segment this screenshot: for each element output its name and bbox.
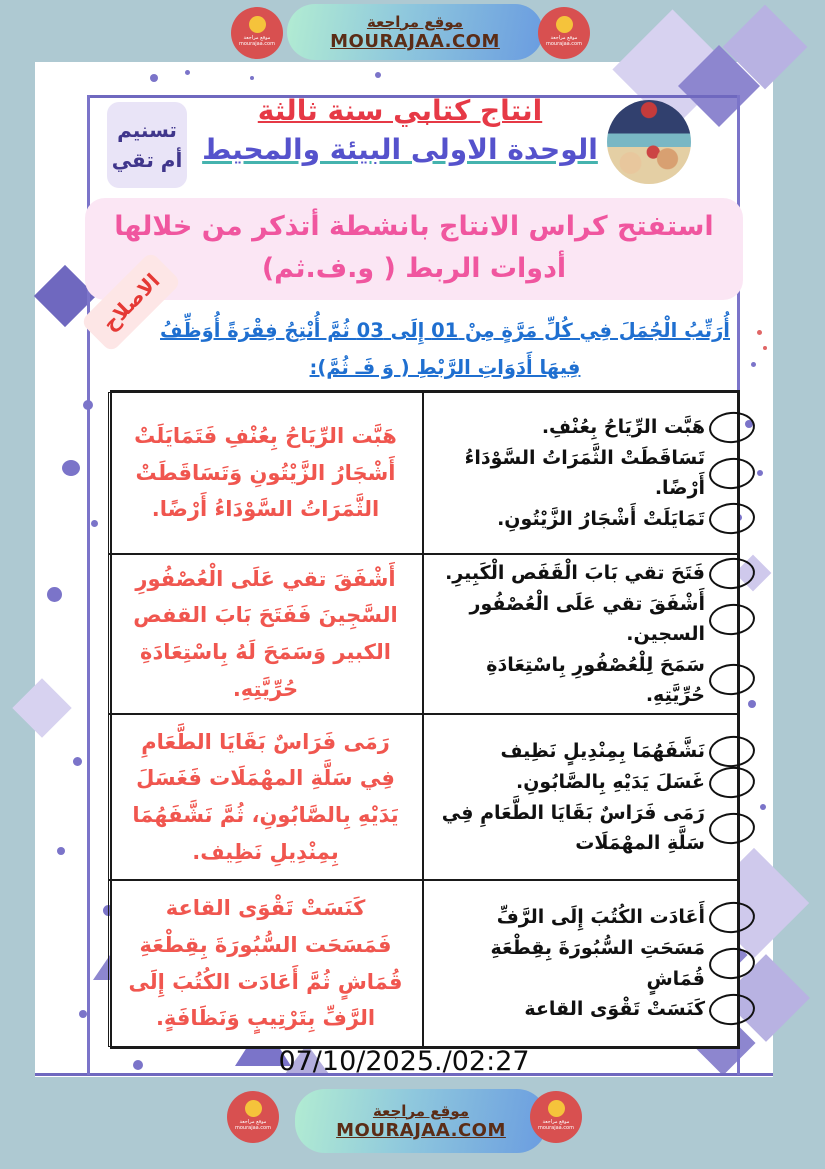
header-titles [185, 94, 615, 166]
sentence-item [430, 933, 735, 994]
worksheet-card [35, 62, 773, 1077]
answer-oval[interactable] [708, 811, 757, 846]
logo-caption: موقع مراجعة mourajaa.com [238, 35, 275, 47]
student-name-line1: تسنيم [117, 118, 177, 142]
sentence-item [430, 767, 735, 798]
book-icon [249, 16, 266, 33]
site-logo-icon [538, 7, 590, 59]
sentence-text: غَسَلَ يَدَيْهِ بِالصَّابُونِ. [515, 770, 705, 793]
sentence-text: أَعَادَت الكُتُبَ إِلَى الرَّفِّ [496, 906, 705, 929]
sentence-text: تَمَايَلَتْ أَشْجَارُ الزَّيْتُونِ. [497, 507, 705, 530]
answer-oval[interactable] [708, 662, 757, 697]
logo-caption: موقع مراجعة mourajaa.com [234, 1119, 271, 1131]
splatter-dot [757, 470, 763, 476]
page-title: انتاج كتابي سنة ثالثة [257, 94, 543, 127]
splatter-dot [757, 330, 762, 335]
splatter-dot [751, 362, 756, 367]
answer-oval[interactable] [708, 765, 757, 800]
splatter-dot [760, 804, 766, 810]
sentence-item [430, 443, 735, 504]
task-banner: استفتح كراس الانتاج بانشطة أتذكر من خلالها أدوات الربط ( و.ف.ثم) [85, 198, 743, 300]
sentences-cell [423, 554, 738, 714]
datetime-stamp: 07/10/2025./02:27 [278, 1046, 530, 1077]
sentence-text: كَنَسَتْ تَقْوَى القاعة [524, 998, 705, 1021]
site-domain-link[interactable]: MOURAJAA.COM [336, 1119, 506, 1141]
splatter-dot [763, 346, 767, 350]
logo-caption: موقع مراجعة mourajaa.com [537, 1119, 574, 1131]
answer-oval[interactable] [708, 734, 757, 769]
sentence-text: مَسَحَتِ السُّبُورَةَ بِقِطْعَةِ قُمَاشٍ [490, 937, 705, 990]
student-name-line2: أم تقي [111, 148, 183, 172]
site-link-pill[interactable] [287, 4, 543, 60]
sentence-text: فَتَحَ تقي بَابَ الْقَفَص الْكَبِيرِ. [445, 562, 705, 585]
top-site-banner [0, 0, 825, 62]
sentence-item [430, 589, 735, 650]
sentence-item [430, 558, 735, 589]
diamond-decoration [12, 678, 71, 737]
sentence-item [430, 798, 735, 859]
site-logo-icon [227, 1091, 279, 1143]
splatter-dot [73, 757, 82, 766]
logo-caption: موقع مراجعة mourajaa.com [545, 35, 582, 47]
site-domain-link[interactable]: MOURAJAA.COM [330, 30, 500, 52]
sentences-cell [423, 880, 738, 1047]
answer-cell: هَبَّت الرِّيَاحُ بِعُنْفِ فَتَمَايَلَتْ أَشْجَارُ الزَّيْتُونِ وَتَسَاقَطَتْ الثَّمَرَاتُ السَّوْدَاءُ أَرْضًا. [108, 392, 423, 554]
channel-avatar [607, 100, 691, 184]
sentence-item [430, 994, 735, 1025]
splatter-dot [62, 460, 80, 476]
book-icon [548, 1100, 565, 1117]
site-logo-icon [530, 1091, 582, 1143]
splatter-dot [250, 76, 254, 80]
page-subtitle: الوحدة الاولى البيئة والمحيط [202, 133, 598, 166]
sentence-item [430, 412, 735, 443]
exercise-table [110, 390, 740, 1049]
book-icon [245, 1100, 262, 1117]
sentences-cell [423, 714, 738, 880]
answer-cell: رَمَى فَرَاسٌ بَقَايَا الطَّعَامِ فِي سَلَّةِ المهْمَلَات فَغَسَلَ يَدَيْهِ بِالصَّابُونِ، ثُمَّ نَشَّفَهُمَا بِمِنْدِيلِ نَظِيف. [108, 714, 423, 880]
answer-oval[interactable] [708, 410, 757, 445]
answer-cell: كَنَسَتْ تَقْوَى القاعة فَمَسَحَت السُّبُورَةَ بِقِطْعَةِ قُمَاشٍ ثُمَّ أَعَادَت الكُتُبَ إِلَى الرَّفِّ بِتَرْتِيبٍ وَنَظَافَةٍ. [108, 880, 423, 1047]
site-logo-icon [231, 7, 283, 59]
sentence-text: سَمَحَ لِلْعُصْفُورِ بِاسْتِعَادَةِ حُرِّيَّتِهِ. [486, 653, 705, 706]
answer-cell: أَشْفَقَ تقي عَلَى الْعُصْفُورِ السَّجِينَ فَفَتَحَ بَابَ القفص الكبير وَسَمَحَ لَهُ بِاسْتِعَادَةِ حُرِّيَّتِهِ. [108, 554, 423, 714]
splatter-dot [150, 74, 158, 82]
sentence-item [430, 650, 735, 711]
exercise-instruction: أُرَتِّبُ الْجُمَلَ فِي كُلِّ مَرَّةٍ مِنْ 01 إِلَى 03 ثُمَّ أُنْتِجُ فِقْرَةً أُوَظِّفُ فِيهَا أَدَوَاتِ الرَّبْطِ ( وَ فَـ ثُمَّ): [160, 319, 730, 380]
site-link-pill[interactable] [295, 1089, 547, 1153]
splatter-dot [748, 700, 756, 708]
splatter-dot [79, 1010, 87, 1018]
sentence-text: رَمَى فَرَاسٌ بَقَايَا الطَّعَامِ فِي سَلَّةِ المهْمَلَات [441, 801, 705, 854]
sentence-text: تَسَاقَطَتْ الثَّمَرَاتُ السَّوْدَاءُ أَرْضًا. [464, 446, 705, 499]
sentence-item [430, 736, 735, 767]
sentence-text: أَشْفَقَ تقي عَلَى الْعُصْفُور السجين. [469, 592, 705, 646]
splatter-dot [375, 72, 381, 78]
sentence-text: هَبَّت الرِّيَاحُ بِعُنْفِ. [541, 415, 705, 438]
answer-oval[interactable] [708, 602, 757, 637]
student-name-box [107, 102, 187, 188]
splatter-dot [57, 847, 65, 855]
sentences-cell [423, 392, 738, 554]
answer-oval[interactable] [708, 456, 757, 491]
correction-tag: الاصلاح [80, 251, 182, 353]
bottom-site-banner [0, 1077, 825, 1169]
answer-oval[interactable] [708, 501, 757, 536]
sentence-text: نَشَّفَهُمَا بِمِنْدِيلٍ نَظِيف [500, 739, 705, 762]
site-name-arabic[interactable]: موقع مراجعة [366, 12, 464, 31]
splatter-dot [91, 520, 98, 527]
sentence-item [430, 503, 735, 534]
book-icon [556, 16, 573, 33]
site-name-arabic[interactable]: موقع مراجعة [372, 1101, 470, 1120]
sentence-item [430, 902, 735, 933]
splatter-dot [185, 70, 190, 75]
splatter-dot [47, 587, 62, 602]
